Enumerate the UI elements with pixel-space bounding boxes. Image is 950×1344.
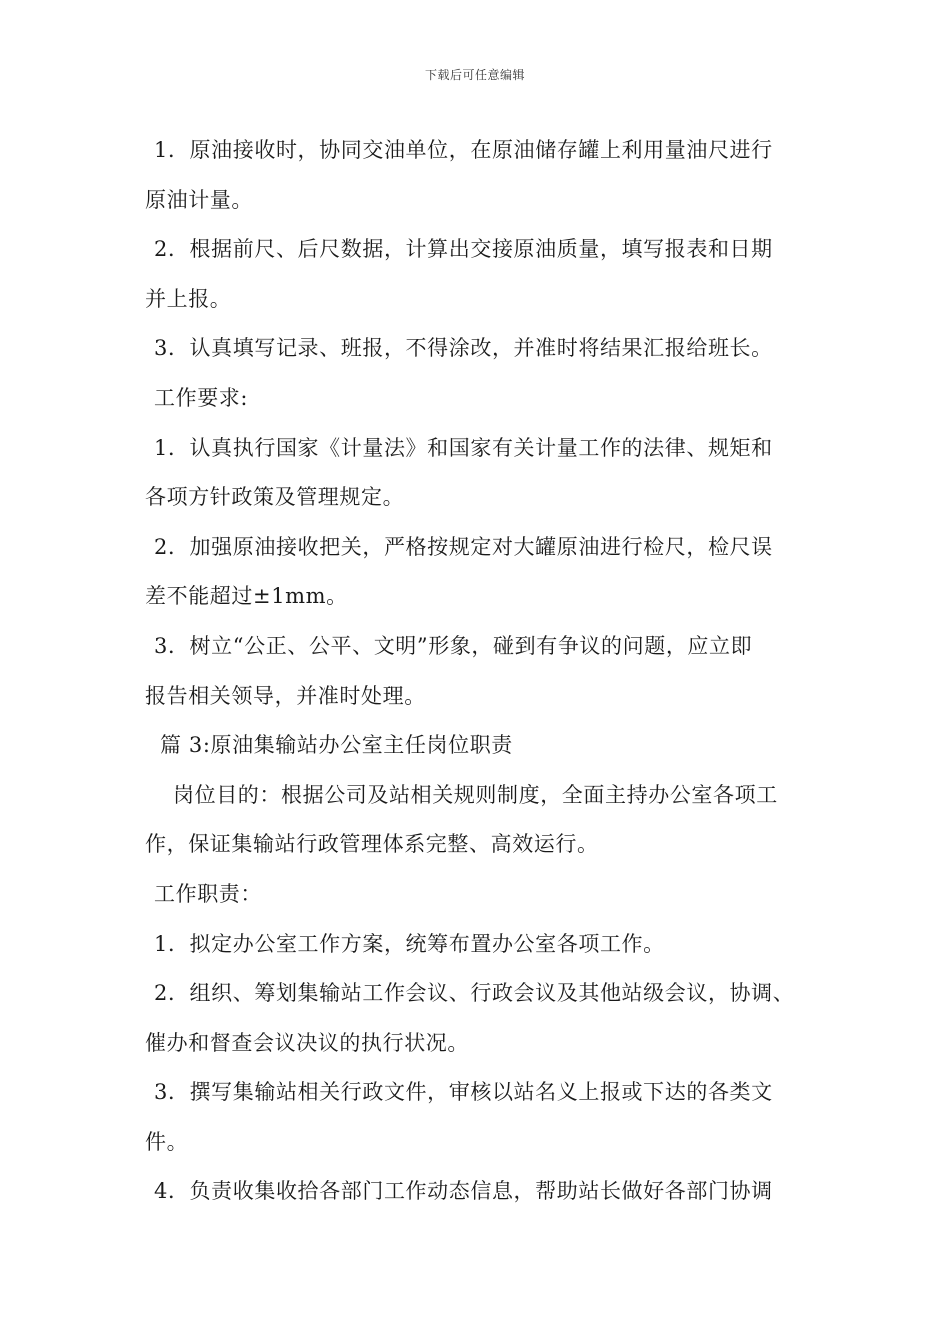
- section-heading: 工作要求:: [154, 385, 249, 410]
- paragraph-line: 各项方针政策及管理规定。: [145, 485, 405, 510]
- chapter-title: 篇 3:原油集输站办公室主任岗位职责: [160, 733, 513, 758]
- paragraph-line: 件。: [145, 1129, 189, 1154]
- paragraph-line: 3．撰写集输站相关行政文件，审核以站名义上报或下达的各类文: [154, 1080, 773, 1105]
- paragraph-line: 差不能超过±1mm。: [145, 584, 348, 609]
- paragraph-line: 3．树立“公正、公平、文明”形象，碰到有争议的问题，应立即: [154, 633, 753, 658]
- paragraph-line: 原油计量。: [145, 187, 253, 212]
- paragraph-line: 岗位目的：根据公司及站相关规则制度，全面主持办公室各项工: [173, 782, 778, 807]
- page-header: 下载后可任意编辑: [424, 68, 525, 82]
- paragraph-line: 1．拟定办公室工作方案，统筹布置办公室各项工作。: [154, 931, 665, 956]
- paragraph-line: 2．根据前尺、后尺数据，计算出交接原油质量，填写报表和日期: [154, 237, 773, 262]
- paragraph-line: 并上报。: [145, 286, 232, 311]
- paragraph-line: 2．加强原油接收把关，严格按规定对大罐原油进行检尺，检尺误: [154, 534, 773, 559]
- paragraph-line: 3．认真填写记录、班报，不得涂改，并准时将结果汇报给班长。: [154, 336, 773, 361]
- section-heading: 工作职责：: [154, 881, 262, 906]
- paragraph-line: 1．认真执行国家《计量法》和国家有关计量工作的法律、规矩和: [154, 435, 773, 460]
- paragraph-line: 2．组织、筹划集输站工作会议、行政会议及其他站级会议，协调、: [154, 981, 795, 1006]
- paragraph-line: 报告相关领导，并准时处理。: [145, 683, 426, 708]
- paragraph-line: 作，保证集输站行政管理体系完整、高效运行。: [145, 832, 599, 857]
- paragraph-line: 1．原油接收时，协同交油单位，在原油储存罐上利用量油尺进行: [154, 138, 773, 162]
- document-body: [145, 126, 825, 1217]
- paragraph-line: 4．负责收集收拾各部门工作动态信息，帮助站长做好各部门协调: [154, 1179, 773, 1204]
- paragraph-line: 催办和督查会议决议的执行状况。: [145, 1030, 469, 1055]
